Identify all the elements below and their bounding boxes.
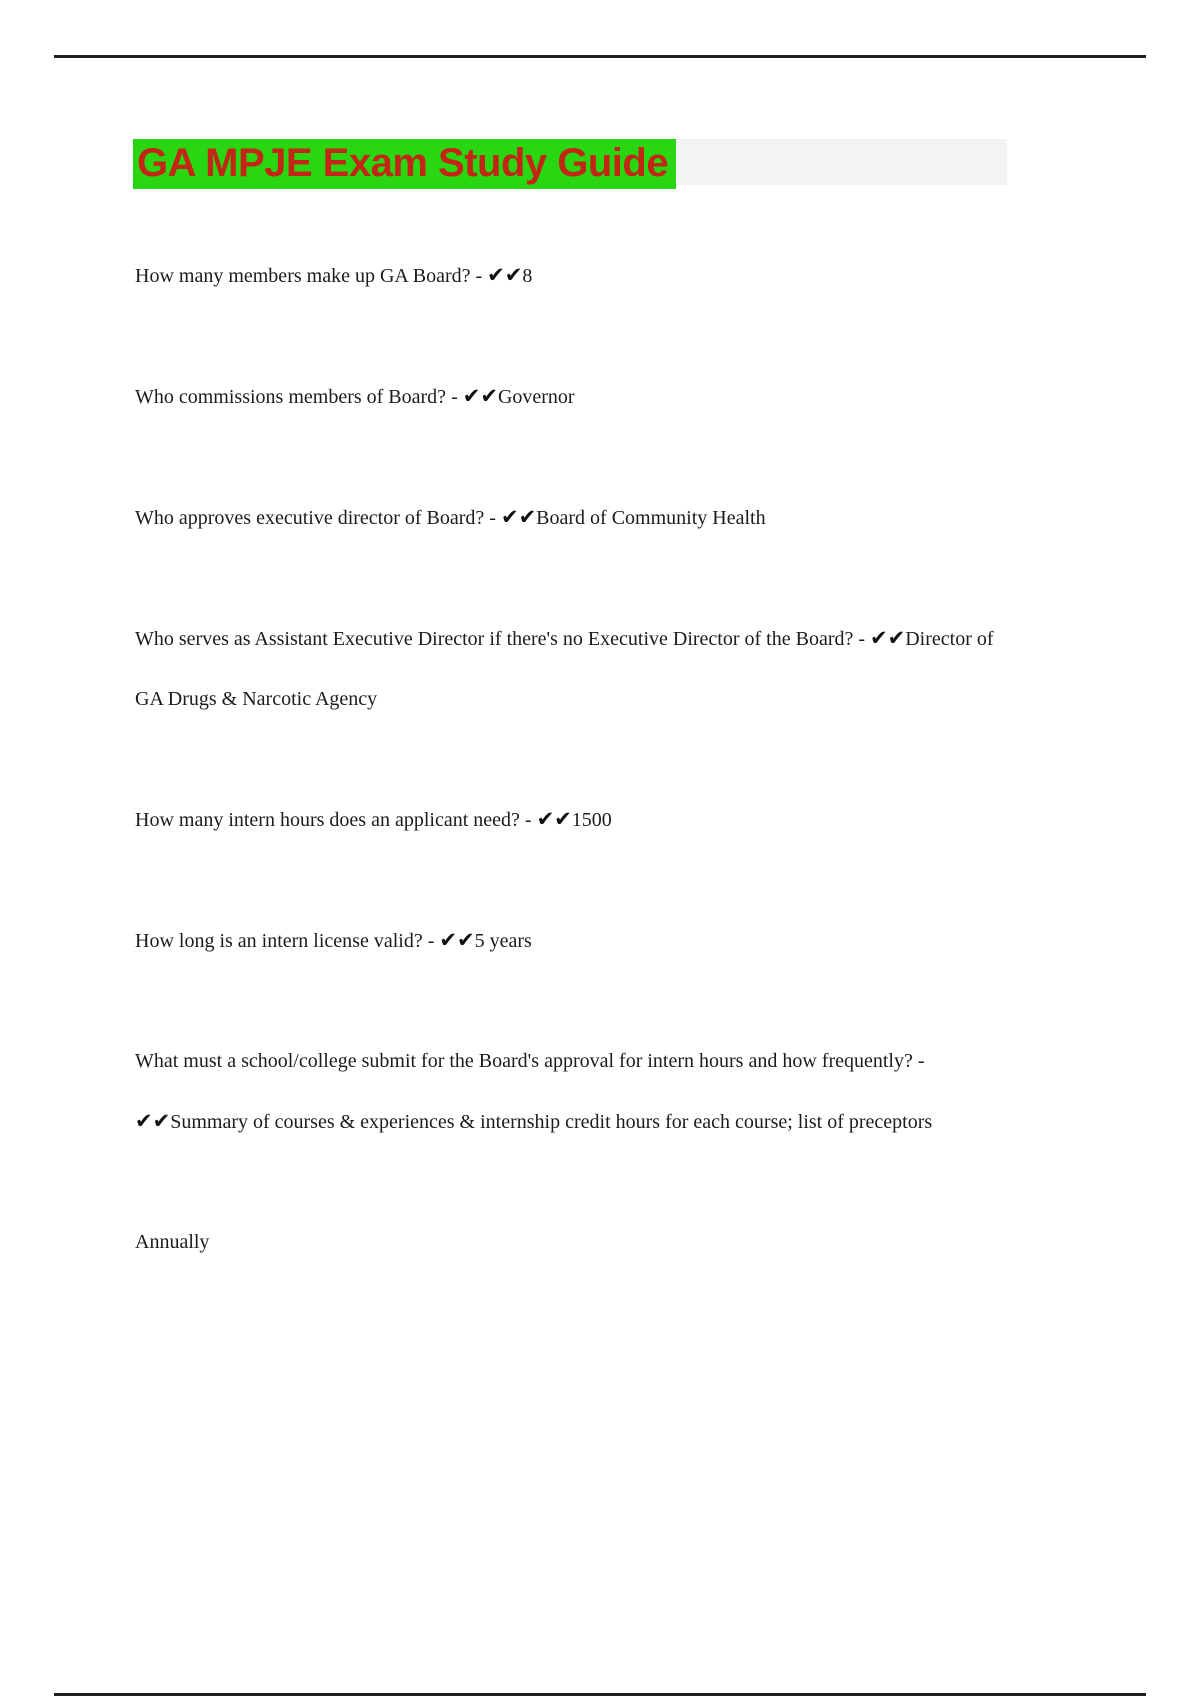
checkmarks-icon: ✔✔ xyxy=(462,384,498,408)
checkmarks-icon: ✔✔ xyxy=(536,807,572,831)
study-guide-body xyxy=(135,0,1007,1332)
checkmarks-icon: ✔✔ xyxy=(439,928,475,952)
page-title-highlight: GA MPJE Exam Study Guide xyxy=(133,139,676,189)
checkmarks-icon: ✔✔ xyxy=(870,626,906,650)
qa-list xyxy=(135,245,1007,1152)
followup-line: Annually xyxy=(135,1231,210,1253)
question-text: What must a school/college submit for the Board's approval for intern hours and how frequently? xyxy=(135,1050,913,1072)
checkmarks-icon: ✔✔ xyxy=(500,505,537,529)
answer-separator: - xyxy=(912,1050,925,1072)
qa-item xyxy=(135,366,1007,427)
qa-item xyxy=(135,789,1007,850)
answer-separator: - xyxy=(853,628,871,650)
answer-separator: - xyxy=(519,809,537,831)
answer-separator: - xyxy=(446,386,463,408)
qa-item xyxy=(135,910,1007,971)
question-text: How many members make up GA Board? xyxy=(135,265,471,287)
question-text: Who serves as Assistant Executive Director if there's no Executive Director of the Board? xyxy=(135,628,854,650)
qa-item xyxy=(135,245,1007,306)
question-text: Who commissions members of Board? xyxy=(135,386,447,408)
answer-text: 5 years xyxy=(474,930,532,952)
qa-item xyxy=(135,608,1007,729)
answer-text: Summary of courses & experiences & internship credit hours for each course; list of preceptors xyxy=(170,1111,933,1133)
answer-text: Board of Community Health xyxy=(536,507,766,529)
answer-text: Director of GA Drugs & Narcotic Agency xyxy=(135,628,994,710)
answer-text: 8 xyxy=(522,265,533,287)
answer-separator: - xyxy=(484,507,501,529)
question-text: How many intern hours does an applicant need? xyxy=(135,809,520,831)
bottom-horizontal-rule xyxy=(54,1693,1146,1696)
qa-item xyxy=(135,1031,1007,1152)
qa-item xyxy=(135,487,1007,548)
checkmarks-icon: ✔✔ xyxy=(135,1109,171,1133)
question-text: How long is an intern license valid? xyxy=(135,930,423,952)
answer-text: 1500 xyxy=(571,809,612,831)
answer-separator: - xyxy=(470,265,488,287)
question-text: Who approves executive director of Board? xyxy=(135,507,485,529)
answer-text: Governor xyxy=(497,386,575,408)
checkmarks-icon: ✔✔ xyxy=(487,263,523,287)
answer-separator: - xyxy=(422,930,440,952)
